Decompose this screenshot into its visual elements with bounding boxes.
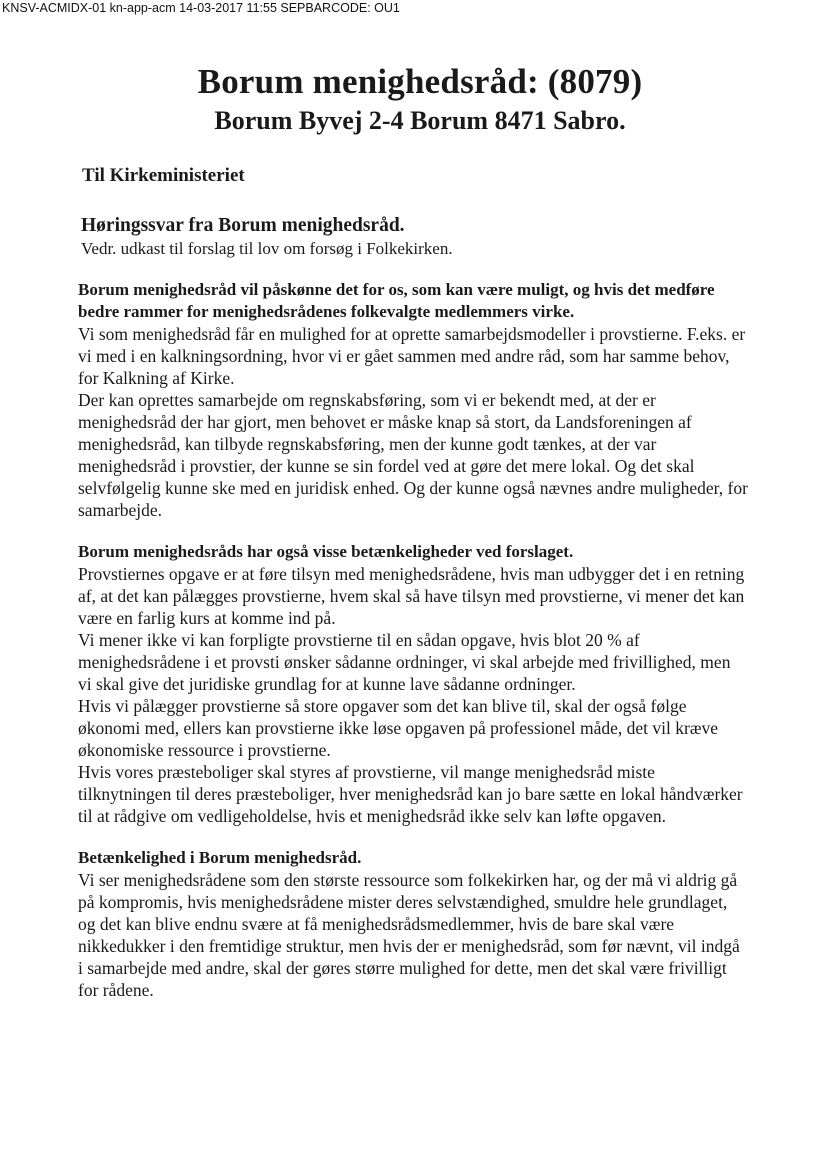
recipient: Til Kirkeministeriet [82,165,245,186]
paragraph: Provstiernes opgave er at føre tilsyn med menighedsrådene, hvis man udbygger det i en retning af, at det kan pålægges provstierne, hvem skal så have tilsyn med provstierne, vi mener det kan være en farlig kurs at komme ind på. [78,564,745,628]
letterhead-title: Borum menighedsråd: (8079) [197,62,643,101]
section-reservation [78,847,748,1001]
paragraph: Der kan oprettes samarbejde om regnskabsføring, som vi er bekendt med, at der er menighedsråd der har gjort, men behovet er måske knap så stort, da Landsforeningen af menighedsråd, kan tilbyde regnskabsføring, men der kunne godt tænkes, at der var menighedsråd i provstier, der kunne se sin fordel ved at gøre det mere lokal. Og det skal selvfølgelig kunne ske med en juridisk enhed. Og der kunne også nævnes andre muligheder, for samarbejde. [78,390,748,520]
hearing-reference: Vedr. udkast til forslag til lov om forsøg i Folkekirken. [81,239,453,258]
paragraph: Hvis vores præsteboliger skal styres af provstierne, vil mange menighedsråd miste tilknytningen til deres præsteboliger, hver menighedsråd kan jo bare sætte en lokal håndværker til at rådgive om vedligeholdelse, hvis et menighedsråd ikke selv kan løfte opgaven. [78,762,743,826]
paragraph: Vi ser menighedsrådene som den største ressource som folkekirken har, og der må vi aldrig gå på kompromis, hvis menighedsrådene mister deres selvstændighed, smuldre hele grundlaget, og det kan blive endnu svære at få menighedsrådsmedlemmer, hvis de bare skal være nikkedukker i den fremtidige struktur, men hvis der er menighedsråd, som før nævnt, vil indgå i samarbejde med andre, skal der gøres større mulighed for dette, men det skal være frivilligt for rådene. [78,870,740,1000]
letterhead-address: Borum Byvej 2-4 Borum 8471 Sabro. [214,106,626,135]
paragraph: Vi mener ikke vi kan forpligte provstierne til en sådan opgave, hvis blot 20 % af menighedsrådene i et provsti ønsker sådanne ordninger, vi skal arbejde med frivillighed, men vi skal give det juridiske grundlag for at kunne lave sådanne ordninger. [78,630,731,694]
section-heading: Borum menighedsråd vil påskønne det for os, som kan være muligt, og hvis det medføre bedre rammer for menighedsrådenes folkevalgte medlemmers virke. [78,280,715,321]
hearing-title: Høringssvar fra Borum menighedsråd. [81,215,405,236]
section-concerns [78,541,748,827]
fax-header: KNSV-ACMIDX-01 kn-app-acm 14-03-2017 11:55 SEPBARCODE: OU1 [2,1,400,15]
letter-page [78,60,748,1001]
section-heading: Borum menighedsråds har også visse betænkeligheder ved forslaget. [78,542,574,561]
section-cooperation [78,279,748,521]
section-heading: Betænkelighed i Borum menighedsråd. [78,848,362,867]
paragraph: Hvis vi pålægger provstierne så store opgaver som det kan blive til, skal der også følge økonomi med, ellers kan provstierne ikke løse opgaven på professionel måde, det vil kræve økonomiske ressource i provstierne. [78,696,719,760]
paragraph: Vi som menighedsråd får en mulighed for at oprette samarbejdsmodeller i provstierne. F.eks. er vi med i en kalkningsordning, hvor vi er gået sammen med andre råd, som har samme behov, for Kalkning af Kirke. [78,324,746,388]
